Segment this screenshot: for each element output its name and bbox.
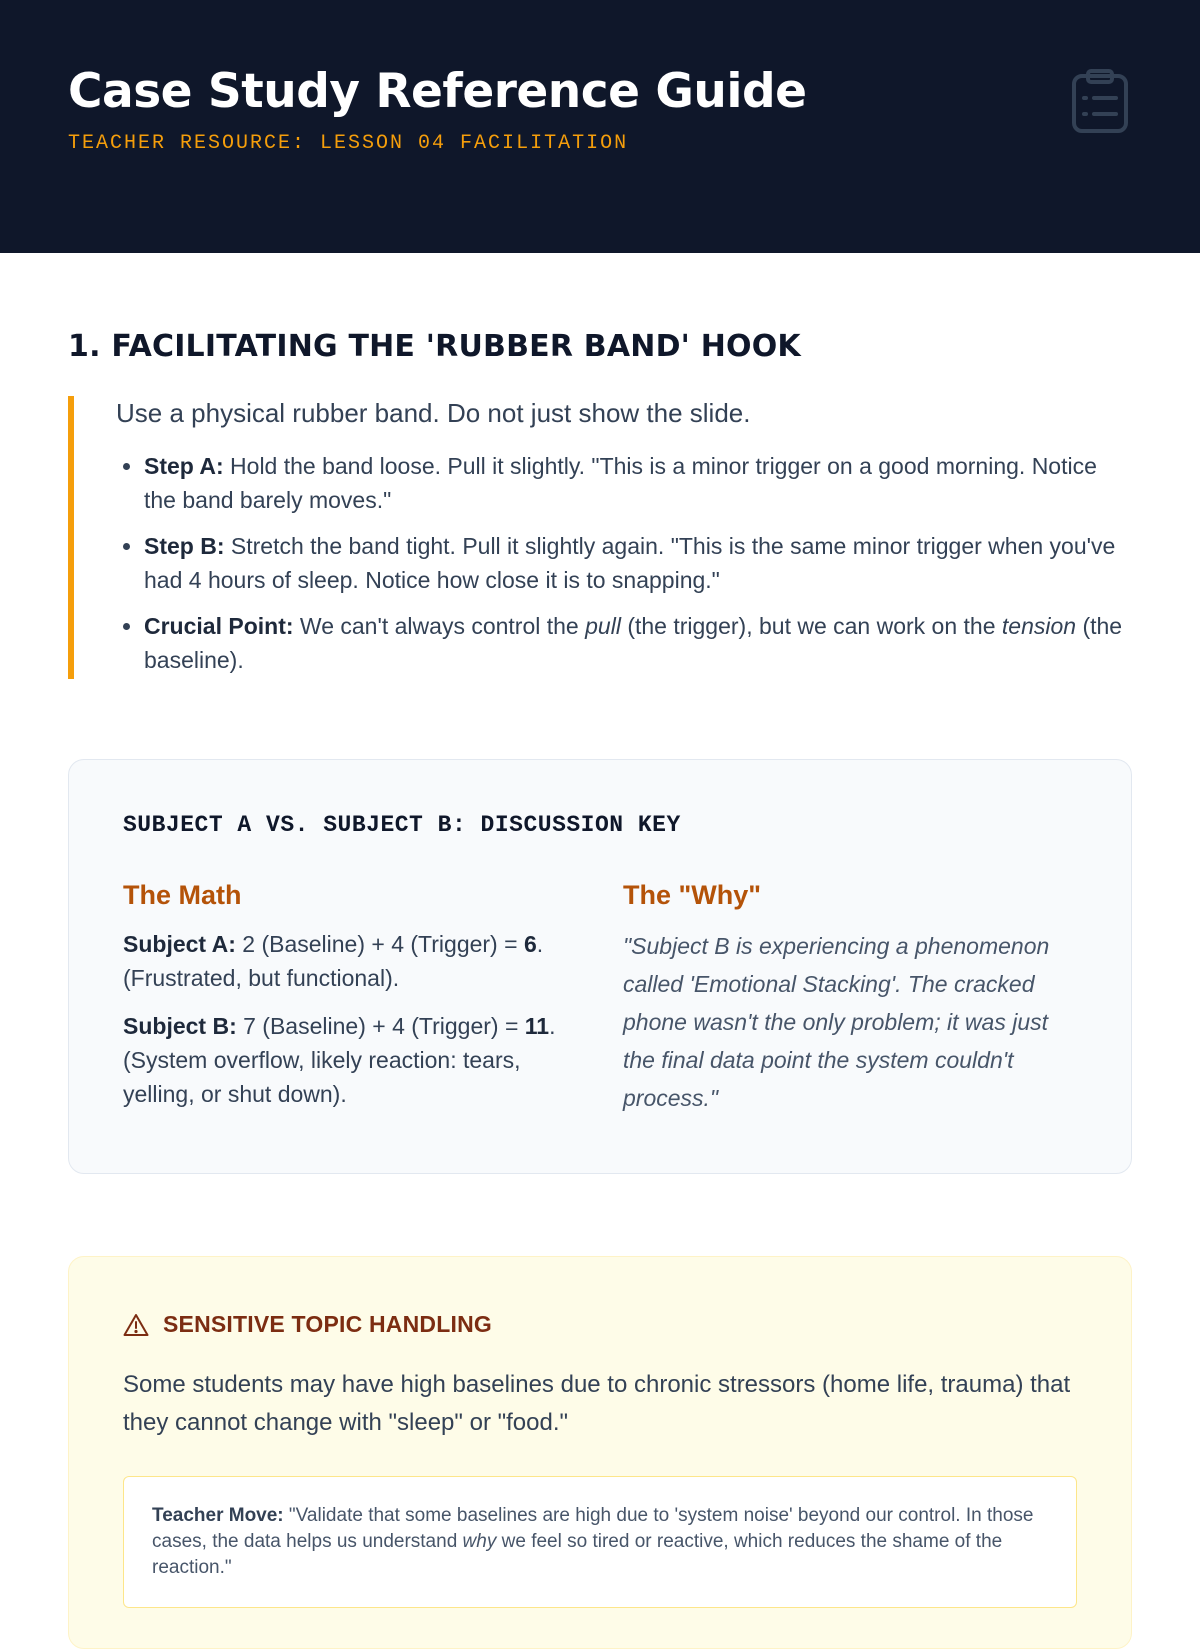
teacher-move-text: "Validate that some baselines are high due to 'system noise' beyond our control. In those cases, the data helps us understand [152, 1505, 1034, 1552]
discussion-key-columns [123, 880, 1077, 1117]
hook-intro: Use a physical rubber band. Do not just show the slide. [116, 398, 751, 428]
crucial-point-text: (the trigger), but we can work on the [620, 613, 1002, 639]
crucial-point-label: Crucial Point: [144, 613, 294, 639]
warning-icon [123, 1313, 149, 1337]
step-a-label: Step A: [144, 453, 224, 479]
subject-a-note: . (Frustrated, but functional). [123, 931, 544, 991]
sensitive-topic-title: SENSITIVE TOPIC HANDLING [163, 1311, 492, 1337]
subject-b-expression: 7 (Baseline) + 4 (Trigger) = [236, 1013, 525, 1039]
subject-a-label: Subject A: [123, 931, 236, 957]
rubber-band-hook-block [68, 396, 1132, 679]
crucial-point-emphasis: tension [1001, 613, 1077, 639]
why-heading: The "Why" [623, 880, 762, 910]
page-header [0, 0, 1200, 253]
sensitive-topic-card [68, 1256, 1132, 1649]
teacher-move-text: we feel so tired or reactive, which reduces the shame of the reaction." [152, 1531, 1003, 1578]
crucial-point-emphasis: pull [585, 613, 621, 639]
teacher-move-box [123, 1476, 1077, 1608]
why-quote: "Subject B is experiencing a phenomenon called 'Emotional Stacking'. The cracked phone wasn't the only problem; it was just the final data point the system couldn't process." [623, 933, 1050, 1111]
crucial-point-item [144, 609, 1132, 677]
clipboard-icon [1070, 68, 1130, 134]
math-column [123, 880, 577, 1117]
step-b-label: Step B: [144, 533, 225, 559]
subject-b-result: 11 [524, 1013, 550, 1039]
sensitive-topic-header [123, 1311, 1077, 1338]
step-b-text: Stretch the band tight. Pull it slightly again. "This is the same minor trigger when you've had 4 hours of sleep. Notice how close it is to snapping." [144, 533, 1116, 593]
crucial-point-text: We can't always control the [293, 613, 586, 639]
section-heading: 1. FACILITATING THE 'RUBBER BAND' HOOK [68, 329, 801, 364]
subject-a-expression: 2 (Baseline) + 4 (Trigger) = [235, 931, 524, 957]
subject-b-equation [123, 1009, 577, 1111]
discussion-key-title: SUBJECT A VS. SUBJECT B: DISCUSSION KEY [123, 812, 681, 838]
page-title: Case Study Reference Guide [68, 64, 807, 119]
teacher-move-emphasis: why [462, 1531, 497, 1552]
page-subtitle: TEACHER RESOURCE: LESSON 04 FACILITATION [68, 131, 629, 155]
sensitive-topic-body: Some students may have high baselines due to chronic stressors (home life, trauma) that they cannot change with "sleep" or "food." [123, 1371, 1071, 1436]
subject-a-equation [123, 927, 577, 995]
discussion-key-card [68, 759, 1132, 1174]
crucial-point-text: (the baseline). [144, 613, 1123, 673]
math-heading: The Math [123, 880, 242, 910]
why-column [623, 880, 1077, 1117]
main-content [0, 329, 1200, 1649]
step-a-item [144, 449, 1132, 517]
step-a-text: Hold the band loose. Pull it slightly. "This is a minor trigger on a good morning. Notice the band barely moves." [144, 453, 1097, 513]
subject-a-result: 6 [523, 931, 537, 957]
step-list [116, 449, 1132, 677]
teacher-move-label: Teacher Move: [152, 1505, 284, 1526]
subject-b-label: Subject B: [123, 1013, 237, 1039]
step-b-item [144, 529, 1132, 597]
subject-b-note: . (System overflow, likely reaction: tears, yelling, or shut down). [123, 1013, 556, 1107]
